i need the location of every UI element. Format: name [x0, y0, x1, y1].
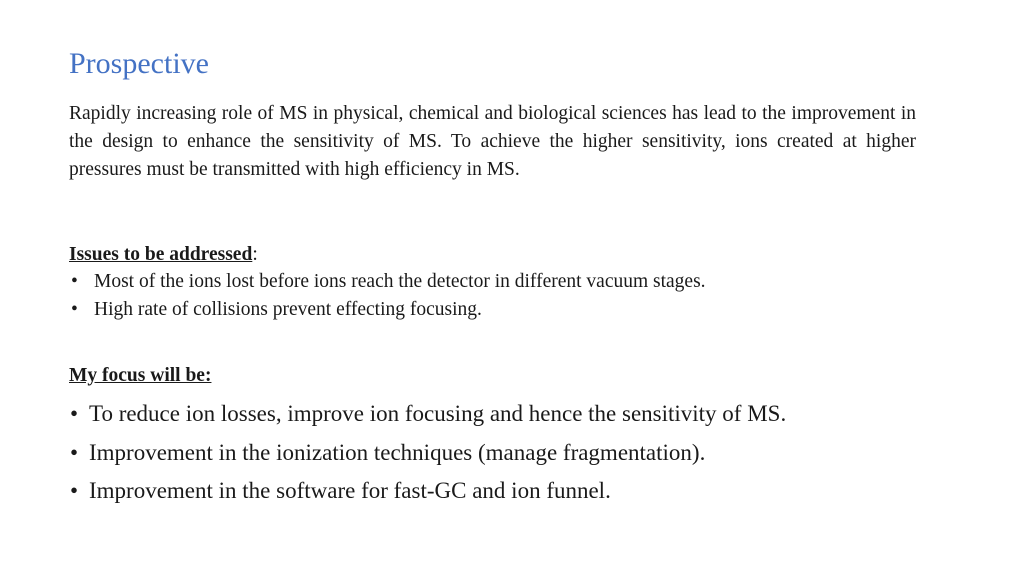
focus-text: Improvement in the software for fast-GC and ion funnel. [89, 478, 611, 503]
issues-list [69, 268, 706, 324]
slide-title: Prospective [69, 47, 209, 80]
list-item [69, 268, 706, 296]
focus-text: Improvement in the ionization techniques (manage fragmentation). [89, 439, 706, 465]
bullet-icon: • [70, 401, 79, 426]
bullet-icon: • [71, 299, 78, 321]
issue-text: Most of the ions lost before ions reach the detector in different vacuum stages. [94, 271, 706, 292]
issues-heading-suffix: : [252, 244, 258, 265]
intro-paragraph: Rapidly increasing role of MS in physical, chemical and biological sciences has lead to the improvement in the design to enhance the sensitivity of MS. To achieve the higher sensitivity, ions created at higher pressures must be transmitted with high efficiency in MS. [69, 103, 916, 181]
bullet-icon: • [70, 439, 79, 465]
focus-text: To reduce ion losses, improve ion focusing and hence the sensitivity of MS. [89, 401, 787, 426]
list-item [69, 472, 786, 511]
focus-list [69, 395, 786, 511]
issue-text: High rate of collisions prevent effecting focusing. [94, 299, 482, 321]
bullet-icon: • [71, 271, 78, 292]
list-item [69, 395, 786, 434]
focus-heading-text: My focus will be: [69, 365, 212, 386]
issues-heading-text: Issues to be addressed [69, 244, 253, 265]
bullet-icon: • [70, 478, 79, 503]
focus-heading [69, 362, 211, 390]
list-item [69, 434, 786, 473]
list-item [69, 296, 706, 324]
issues-heading [69, 241, 258, 269]
